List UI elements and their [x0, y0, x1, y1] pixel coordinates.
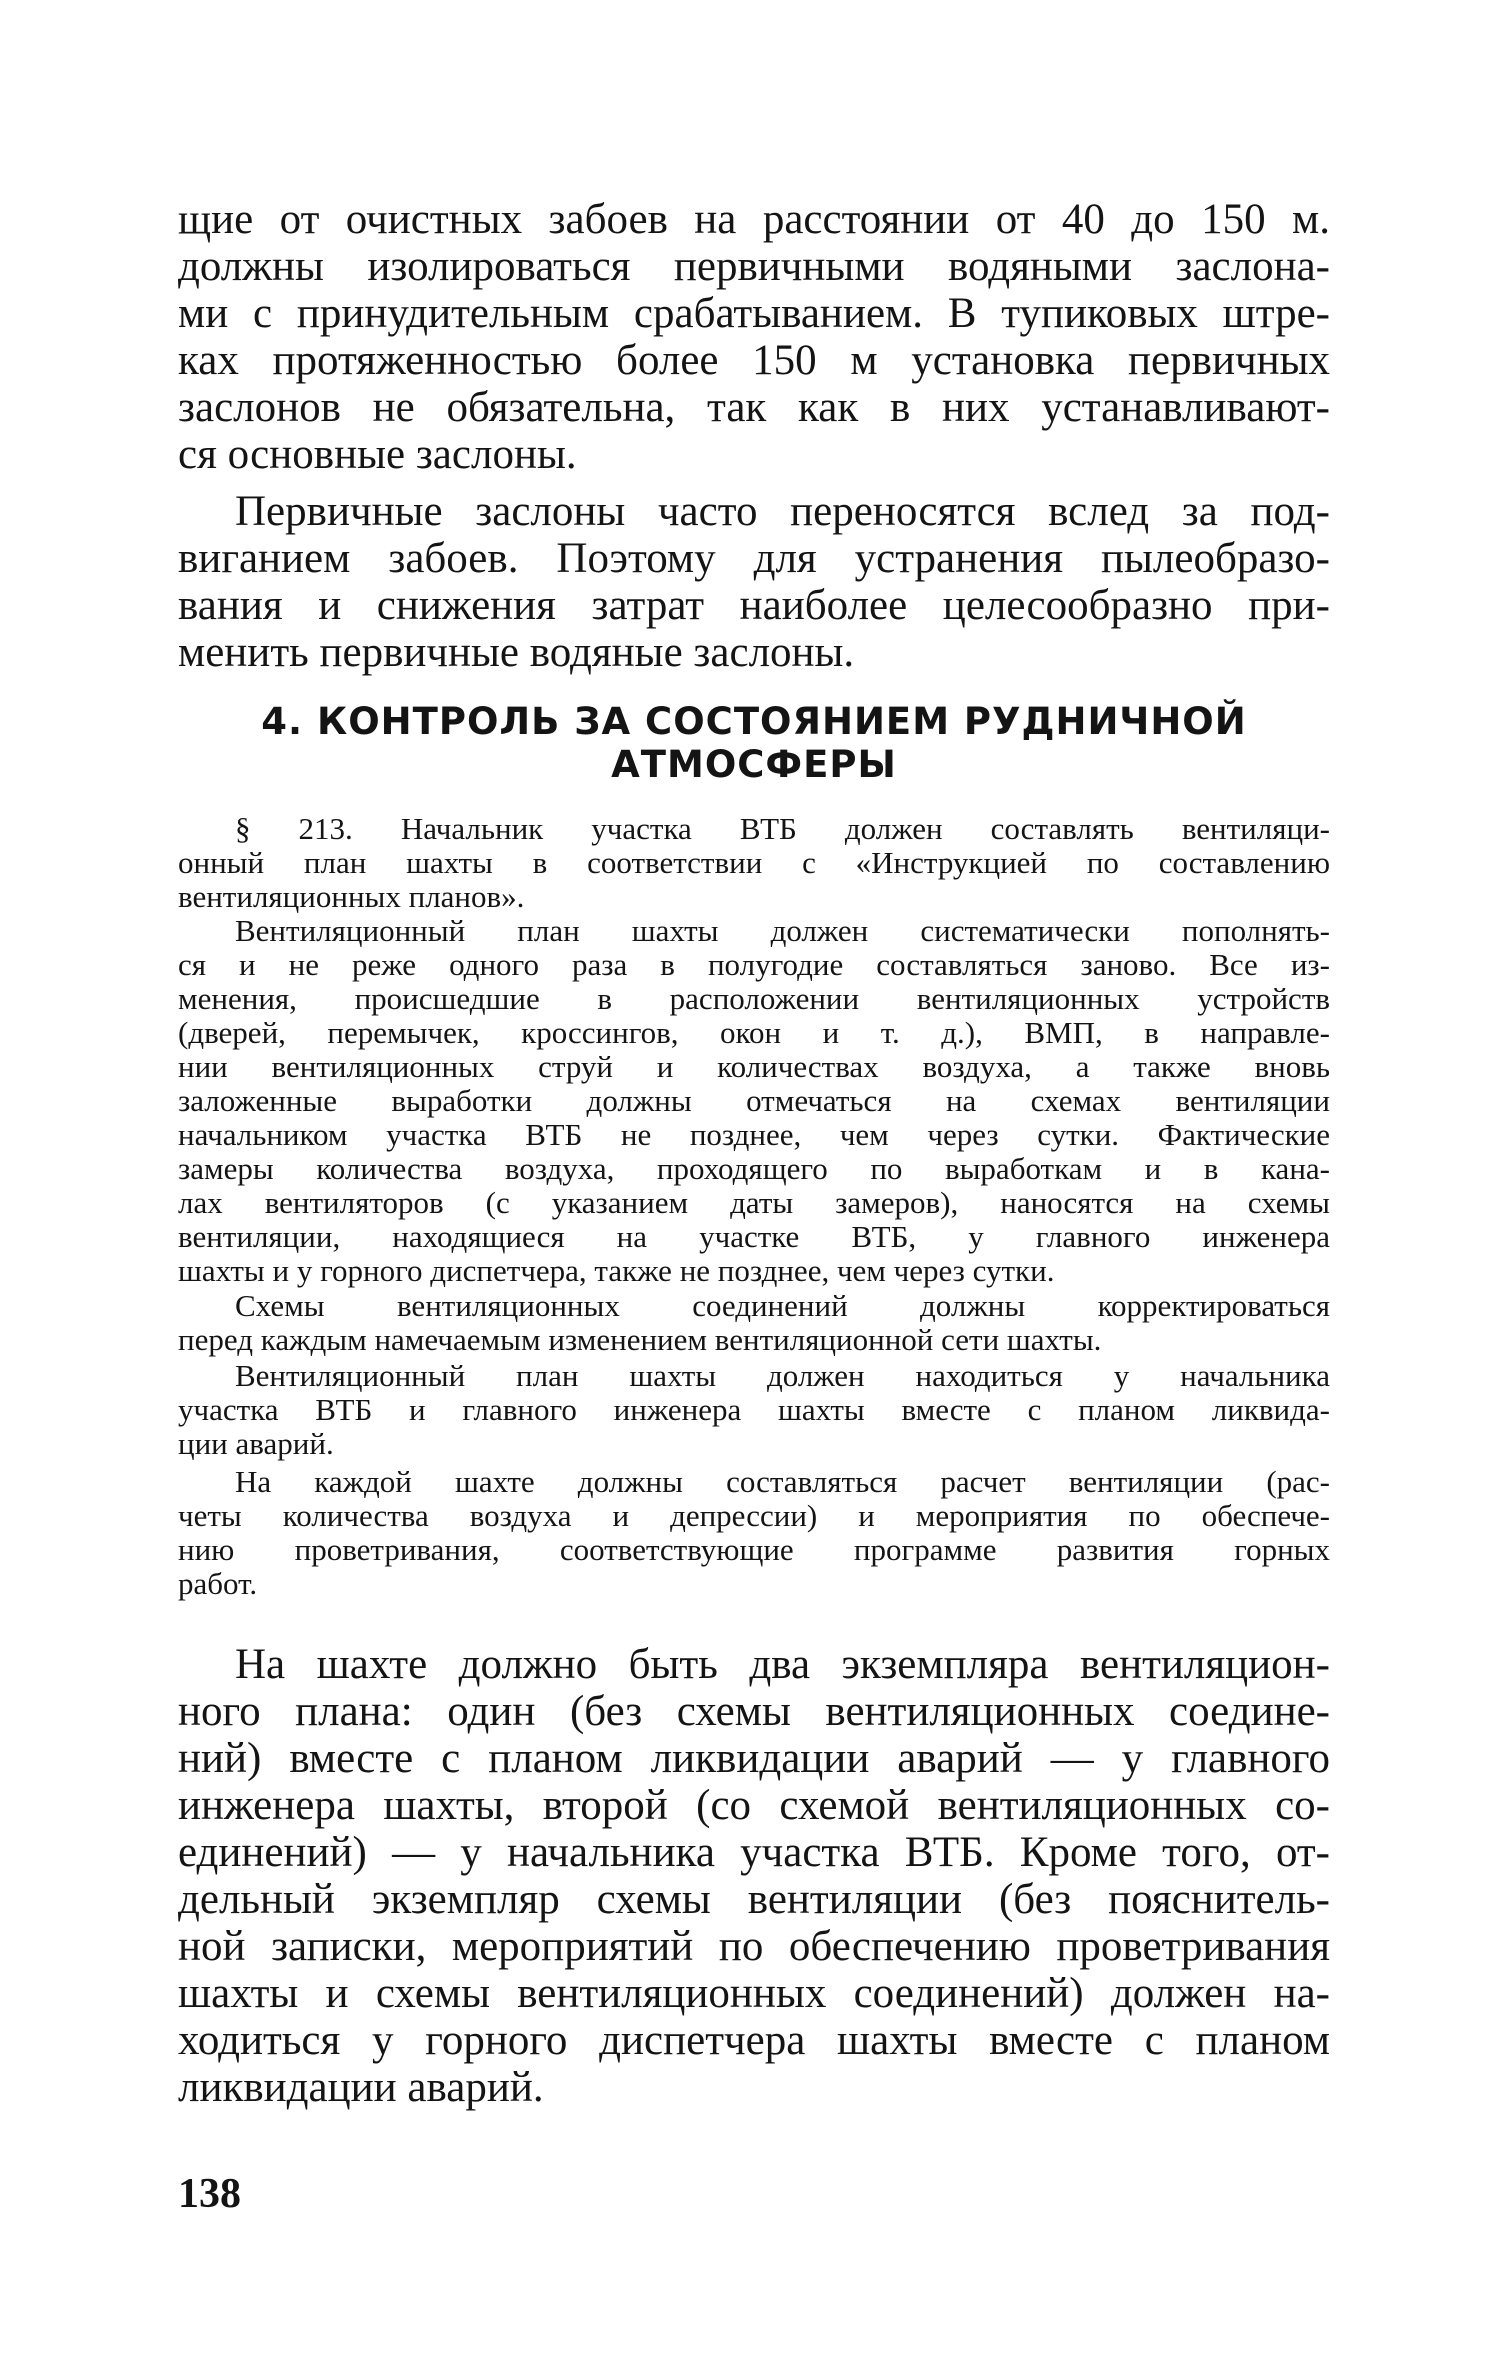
- text-line: участка ВТБ и главного инженера шахты вместе с планом ликвида-: [178, 1392, 1330, 1427]
- section-heading: 4. КОНТРОЛЬ ЗА СОСТОЯНИЕМ РУДНИЧНОЙ АТМОСФЕРЫ: [261, 700, 1247, 786]
- text-line: шахты и схемы вентиляционных соединений) должен на-: [178, 1970, 1330, 2017]
- text-line: виганием забоев. Поэтому для устранения пылеобразо-: [178, 535, 1330, 582]
- text-line: ного плана: один (без схемы вентиляционных соедине-: [178, 1688, 1330, 1735]
- text-line: ний) вместе с планом ликвидации аварий — у главного: [178, 1735, 1330, 1782]
- text-line: ся основные заслоны.: [178, 431, 577, 478]
- text-line: работ.: [178, 1566, 258, 1601]
- text-line: менить первичные водяные заслоны.: [178, 629, 855, 676]
- text-line: На шахте должно быть два экземпляра вентиляцион-: [235, 1641, 1330, 1688]
- text-line: начальником участка ВТБ не позднее, чем через сутки. Фактические: [178, 1117, 1330, 1152]
- text-line: Первичные заслоны часто переносятся вслед за под-: [235, 488, 1330, 535]
- text-line: ликвидации аварий.: [178, 2064, 544, 2111]
- text-line: нии вентиляционных струй и количествах воздуха, а также вновь: [178, 1049, 1330, 1084]
- text-line: (дверей, перемычек, кроссингов, окон и т. д.), ВМП, в направле-: [178, 1015, 1330, 1050]
- text-line: вентиляции, находящиеся на участке ВТБ, у главного инженера: [178, 1219, 1330, 1254]
- text-line: четы количества воздуха и депрессии) и мероприятия по обеспече-: [178, 1498, 1330, 1533]
- text-line: нию проветривания, соответствующие программе развития горных: [178, 1532, 1330, 1567]
- text-line: шахты и у горного диспетчера, также не позднее, чем через сутки.: [178, 1253, 1055, 1288]
- text-line: перед каждым намечаемым изменением вентиляционной сети шахты.: [178, 1322, 1102, 1357]
- text-line: Вентиляционный план шахты должен находиться у начальника: [235, 1358, 1330, 1393]
- text-line: щие от очистных забоев на расстоянии от 40 до 150 м.: [178, 196, 1330, 243]
- text-line: вания и снижения затрат наиболее целесообразно при-: [178, 582, 1330, 629]
- text-line: лах вентиляторов (с указанием даты замеров), наносятся на схемы: [178, 1185, 1330, 1220]
- text-line: ции аварий.: [178, 1426, 334, 1461]
- text-line: менения, происшедшие в расположении вентиляционных устройств: [178, 981, 1330, 1016]
- text-line: должны изолироваться первичными водяными заслона-: [178, 243, 1330, 290]
- text-line: Вентиляционный план шахты должен систематически пополнять-: [235, 913, 1330, 948]
- text-line: заложенные выработки должны отмечаться на схемах вентиляции: [178, 1083, 1330, 1118]
- text-line: ной записки, мероприятий по обеспечению проветривания: [178, 1923, 1330, 1970]
- text-line: Схемы вентиляционных соединений должны корректироваться: [235, 1288, 1330, 1323]
- text-line: ках протяженностью более 150 м установка первичных: [178, 337, 1330, 384]
- text-line: заслонов не обязательна, так как в них устанавливают-: [178, 384, 1330, 431]
- text-line: онный план шахты в соответствии с «Инструкцией по составлению: [178, 845, 1330, 880]
- text-line: замеры количества воздуха, проходящего по выработкам и в кана-: [178, 1151, 1330, 1186]
- text-line: ходиться у горного диспетчера шахты вместе с планом: [178, 2017, 1330, 2064]
- text-line: ся и не реже одного раза в полугодие составляться заново. Все из-: [178, 947, 1330, 982]
- page-number: 138: [178, 2171, 241, 2217]
- text-line: § 213. Начальник участка ВТБ должен составлять вентиляци-: [235, 811, 1330, 846]
- text-line: На каждой шахте должны составляться расчет вентиляции (рас-: [235, 1464, 1330, 1499]
- text-line: единений) — у начальника участка ВТБ. Кроме того, от-: [178, 1829, 1330, 1876]
- text-line: инженера шахты, второй (со схемой вентиляционных со-: [178, 1782, 1330, 1829]
- text-line: ми с принудительным срабатыванием. В тупиковых штре-: [178, 290, 1330, 337]
- text-line: вентиляционных планов».: [178, 879, 525, 914]
- text-line: дельный экземпляр схемы вентиляции (без пояснитель-: [178, 1876, 1330, 1923]
